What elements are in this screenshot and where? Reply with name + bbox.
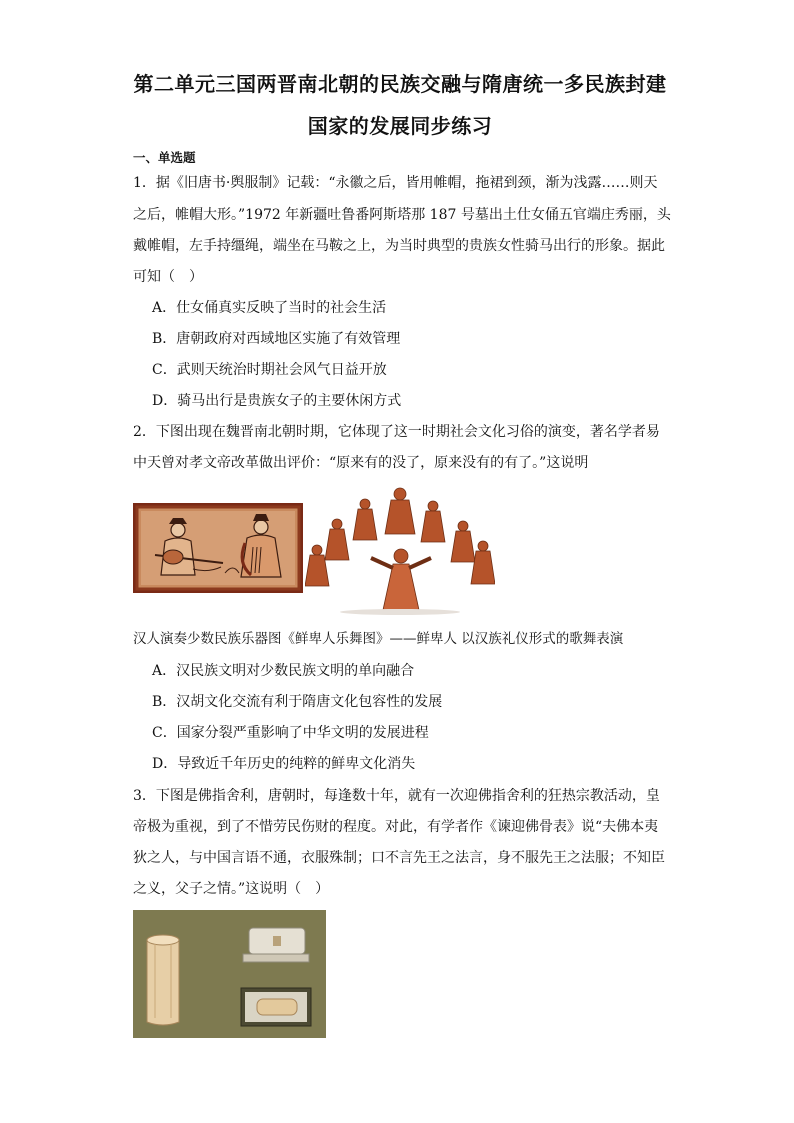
question-1-option-d[interactable]: D．骑马出行是贵族女子的主要休闲方式: [152, 393, 402, 409]
question-1-option-b[interactable]: B．唐朝政府对西域地区实施了有效管理: [152, 331, 401, 347]
question-3-stem-line: 帝极为重视，到了不惜劳民伤财的程度。对此，有学者作《谏迎佛骨表》说“夫佛本夷: [133, 819, 659, 835]
question-1-stem-line: 可知（ ）: [133, 269, 203, 285]
image-caption: 汉人演奏少数民族乐器图《鲜卑人乐舞图》——鲜卑人 以汉族礼仪形式的歌舞表演: [133, 631, 624, 647]
figurines-illustration: [305, 482, 495, 617]
document-title-line-1: 第二单元三国两晋南北朝的民族交融与隋唐统一多民族封建: [133, 72, 667, 96]
question-2-option-a[interactable]: A．汉民族文明对少数民族文明的单向融合: [152, 663, 415, 679]
question-1-stem-line: 1．据《旧唐书·舆服制》记载：“永徽之后，皆用帷帽，拖裙到颈，渐为浅露……则天: [133, 175, 658, 191]
mural-musicians-image: [133, 503, 303, 593]
question-1-option-c[interactable]: C．武则天统治时期社会风气日益开放: [152, 362, 387, 378]
document-title-line-2: 国家的发展同步练习: [307, 114, 493, 138]
question-2-option-c[interactable]: C．国家分裂严重影响了中华文明的发展进程: [152, 725, 429, 741]
figurines-dance-image: [305, 482, 495, 617]
question-2-stem-line: 2．下图出现在魏晋南北朝时期，它体现了这一时期社会文化习俗的演变，著名学者易: [133, 424, 660, 440]
question-2-stem-line: 中天曾对孝文帝改革做出评价：“原来有的没了，原来没有的有了。”这说明: [133, 455, 589, 471]
relic-illustration: [133, 910, 326, 1038]
buddha-relic-image: [133, 910, 326, 1038]
question-3-stem-line: 3．下图是佛指舍利，唐朝时，每逢数十年，就有一次迎佛指舍利的狂热宗教活动，皇: [133, 788, 660, 804]
question-1-stem-line: 之后，帷帽大形。”1972 年新疆吐鲁番阿斯塔那 187 号墓出土仕女俑五官端庄秀丽，头: [133, 207, 671, 223]
question-1-option-a[interactable]: A．仕女俑真实反映了当时的社会生活: [152, 300, 387, 316]
question-2-option-b[interactable]: B．汉胡文化交流有利于隋唐文化包容性的发展: [152, 694, 443, 710]
question-1-stem-line: 戴帷帽，左手持缰绳，端坐在马鞍之上，为当时典型的贵族女性骑马出行的形象。据此: [133, 238, 665, 254]
section-heading: 一、单选题: [133, 150, 196, 165]
question-3-stem-line: 狄之人，与中国言语不通，衣服殊制；口不言先王之法言，身不服先王之法服；不知臣: [133, 850, 665, 866]
mural-illustration: [133, 503, 303, 593]
question-3-stem-line: 之义，父子之情。”这说明（ ）: [133, 881, 330, 897]
question-2-option-d[interactable]: D．导致近千年历史的纯粹的鲜卑文化消失: [152, 756, 416, 772]
